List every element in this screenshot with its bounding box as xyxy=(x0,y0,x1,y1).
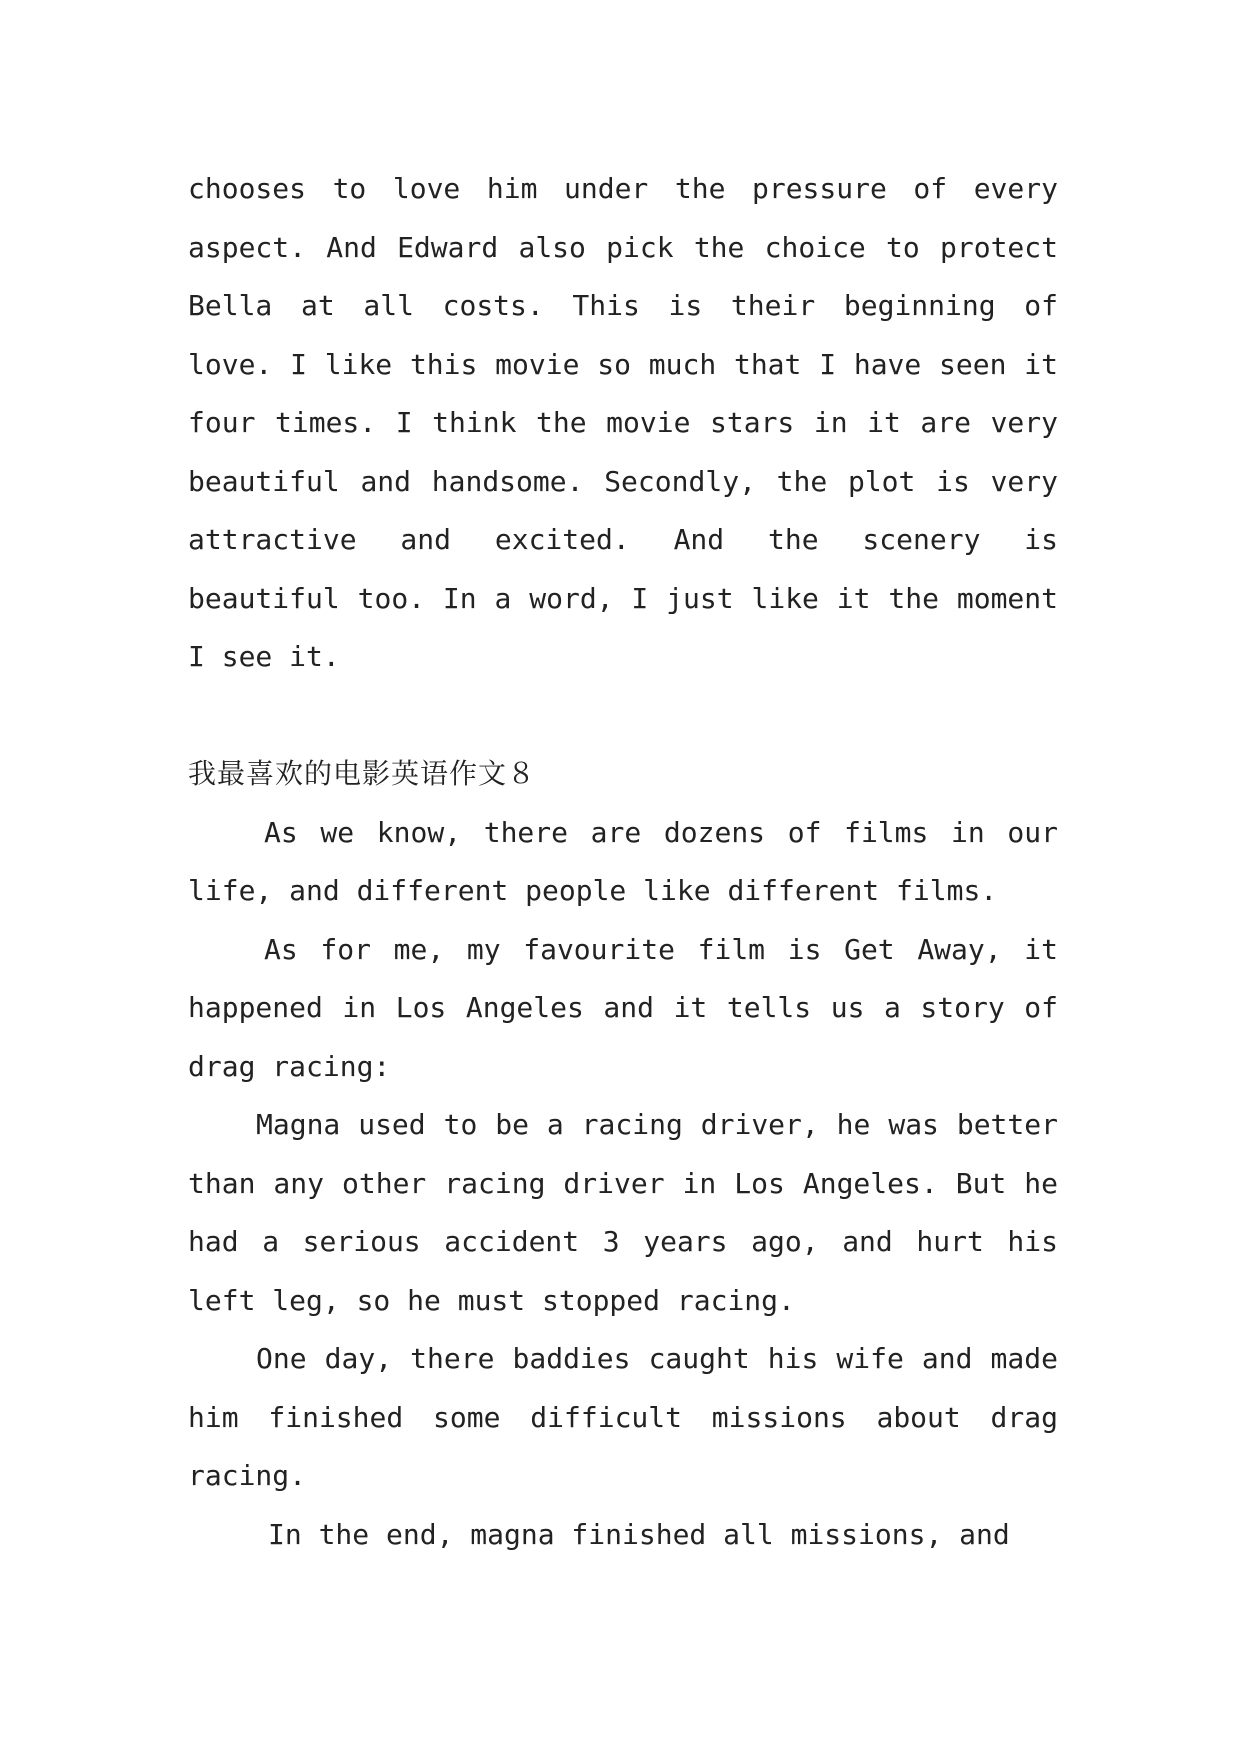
paragraph-4: One day, there baddies caught his wife and made him finished some difficult missions about drag racing. xyxy=(188,1342,1058,1492)
paragraph-1: As we know, there are dozens of films in our life, and different people like different films. xyxy=(188,815,1058,907)
section-heading: 我最喜欢的电影英语作文８ xyxy=(188,757,537,790)
document-body xyxy=(188,160,1058,1564)
continuation-paragraph: chooses to love him under the pressure of every aspect. And Edward also pick the choice to protect Bella at all costs. This is their beginning of love. I like this movie so much that I have seen it four times. I think the movie stars in it are very beautiful and handsome. Secondly, the plot is very attractive and excited. And the scenery is beautiful too. In a word, I just like it the moment I see it. xyxy=(188,172,1058,673)
paragraph-gap xyxy=(188,687,1058,746)
paragraph-5: In the end, magna finished all missions, and xyxy=(268,1517,1010,1551)
paragraph-3: Magna used to be a racing driver, he was better than any other racing driver in Los Angeles. But he had a serious accident 3 years ago, and hurt his left leg, so he must stopped racing. xyxy=(188,1108,1058,1317)
paragraph-2: As for me, my favourite film is Get Away, it happened in Los Angeles and it tells us a story of drag racing: xyxy=(188,932,1058,1083)
